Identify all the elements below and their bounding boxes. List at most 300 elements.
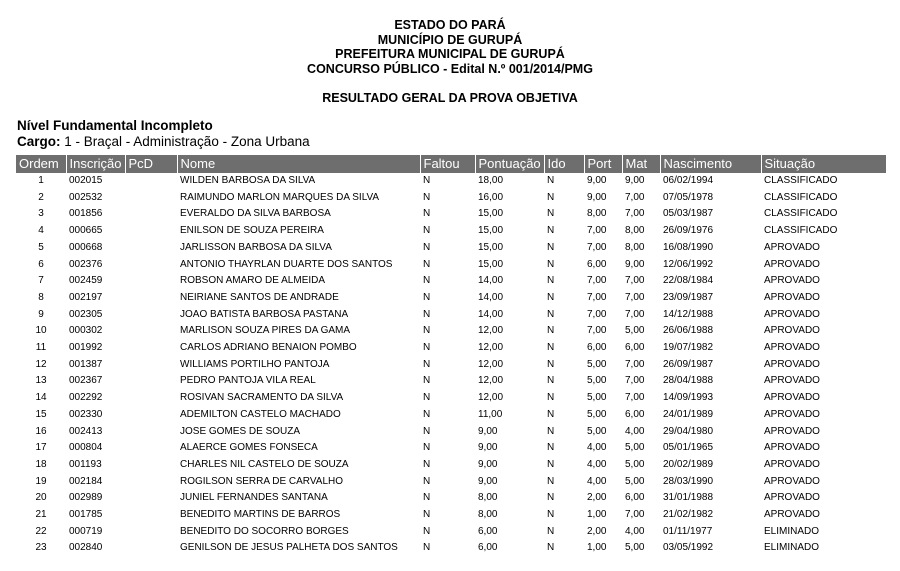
cell-mat: 6,00 <box>625 342 645 354</box>
cell-situacao: ELIMINADO <box>764 542 820 554</box>
cell-nascimento: 19/07/1982 <box>663 342 714 354</box>
cell-inscricao: 000668 <box>69 241 103 253</box>
cell-ido: N <box>547 375 555 387</box>
cell-ido: N <box>547 241 555 253</box>
cell-faltou: N <box>423 275 431 287</box>
cell-port: 7,00 <box>587 291 607 303</box>
cell-port: 6,00 <box>587 258 607 270</box>
cell-port: 1,00 <box>587 509 607 521</box>
cell-ido: N <box>547 425 555 437</box>
cell-ido: N <box>547 542 555 554</box>
cell-nascimento: 28/04/1988 <box>663 375 714 387</box>
cell-faltou: N <box>423 191 431 203</box>
cell-port: 4,00 <box>587 458 607 470</box>
cell-ordem: 23 <box>35 542 47 554</box>
cell-pcd <box>125 390 177 407</box>
cell-faltou: N <box>423 175 431 186</box>
col-header-nascimento: Nascimento <box>660 155 761 173</box>
cell-nome: GENILSON DE JESUS PALHETA DOS SANTOS <box>180 542 398 554</box>
cell-inscricao: 001992 <box>69 342 103 354</box>
cell-ordem: 5 <box>38 241 44 253</box>
table-row <box>16 424 886 441</box>
cell-nascimento: 20/02/1989 <box>663 458 714 470</box>
cell-pcd <box>125 173 177 190</box>
cell-inscricao: 000719 <box>69 525 103 537</box>
cell-situacao: APROVADO <box>764 442 820 454</box>
section-level: Nível Fundamental Incompleto <box>17 118 213 133</box>
cell-ido: N <box>547 525 555 537</box>
cell-pontuacao: 18,00 <box>478 175 504 186</box>
col-header-inscricao: Inscrição <box>66 155 125 173</box>
cell-ido: N <box>547 275 555 287</box>
cell-ordem: 20 <box>35 492 47 504</box>
table-row <box>16 206 886 223</box>
cell-faltou: N <box>423 241 431 253</box>
cell-pcd <box>125 357 177 374</box>
cell-inscricao: 001193 <box>69 458 102 470</box>
cell-ordem: 10 <box>35 325 47 337</box>
cell-nome: WILDEN BARBOSA DA SILVA <box>180 175 316 186</box>
cell-mat: 7,00 <box>625 375 645 387</box>
cell-mat: 5,00 <box>625 458 645 470</box>
cell-ordem: 1 <box>38 175 44 186</box>
table-row <box>16 223 886 240</box>
cell-mat: 7,00 <box>625 358 645 370</box>
table-row <box>16 273 886 290</box>
cell-pcd <box>125 190 177 207</box>
cell-nome: WILLIAMS PORTILHO PANTOJA <box>180 358 330 370</box>
cell-nascimento: 16/08/1990 <box>663 241 714 253</box>
cell-situacao: APROVADO <box>764 291 820 303</box>
cell-situacao: APROVADO <box>764 308 820 320</box>
cell-faltou: N <box>423 542 431 554</box>
col-header-faltou: Faltou <box>420 155 475 173</box>
cell-ido: N <box>547 492 555 504</box>
cell-nome: PEDRO PANTOJA VILA REAL <box>180 375 316 387</box>
cell-pontuacao: 14,00 <box>478 275 504 287</box>
table-body <box>16 173 886 557</box>
cell-ordem: 16 <box>35 425 47 437</box>
cell-mat: 5,00 <box>625 542 645 554</box>
cell-nome: NEIRIANE SANTOS DE ANDRADE <box>180 291 339 303</box>
cell-pontuacao: 12,00 <box>478 392 504 404</box>
cell-faltou: N <box>423 492 431 504</box>
results-table <box>16 155 886 557</box>
cell-nascimento: 29/04/1980 <box>663 425 714 437</box>
cell-situacao: APROVADO <box>764 375 820 387</box>
col-header-ordem: Ordem <box>16 155 66 173</box>
table-row <box>16 340 886 357</box>
cell-mat: 8,00 <box>625 241 645 253</box>
cell-situacao: APROVADO <box>764 509 820 521</box>
cell-pcd <box>125 490 177 507</box>
page-title: RESULTADO GERAL DA PROVA OBJETIVA <box>322 91 578 105</box>
cell-mat: 5,00 <box>625 475 645 487</box>
cell-nascimento: 07/05/1978 <box>663 191 714 203</box>
cell-pcd <box>125 457 177 474</box>
cell-pcd <box>125 206 177 223</box>
cell-faltou: N <box>423 291 431 303</box>
cell-ido: N <box>547 258 555 270</box>
cell-pontuacao: 9,00 <box>478 442 498 454</box>
cell-nome: ADEMILTON CASTELO MACHADO <box>180 408 341 420</box>
cell-nascimento: 21/02/1982 <box>663 509 714 521</box>
cell-pontuacao: 15,00 <box>478 241 504 253</box>
cell-pcd <box>125 307 177 324</box>
cell-inscricao: 002184 <box>69 475 103 487</box>
table-header-row <box>16 155 886 173</box>
cell-ordem: 7 <box>38 275 44 287</box>
cell-nome: JOSE GOMES DE SOUZA <box>180 425 301 437</box>
cell-mat: 9,00 <box>625 175 645 186</box>
cell-ido: N <box>547 509 555 521</box>
table-row <box>16 457 886 474</box>
cell-pontuacao: 15,00 <box>478 208 504 220</box>
cell-port: 8,00 <box>587 208 607 220</box>
cell-nome: ALAERCE GOMES FONSECA <box>180 442 318 454</box>
cell-ordem: 6 <box>38 258 44 270</box>
cell-pcd <box>125 424 177 441</box>
cell-situacao: APROVADO <box>764 392 820 404</box>
cell-situacao: APROVADO <box>764 258 820 270</box>
cell-pcd <box>125 440 177 457</box>
cell-faltou: N <box>423 258 431 270</box>
cell-ido: N <box>547 442 555 454</box>
cell-faltou: N <box>423 509 431 521</box>
header-municipality: MUNICÍPIO DE GURUPÁ <box>377 32 523 47</box>
cell-situacao: APROVADO <box>764 475 820 487</box>
cell-nome: BENEDITO MARTINS DE BARROS <box>180 509 341 521</box>
cell-nascimento: 28/03/1990 <box>663 475 714 487</box>
table-row <box>16 390 886 407</box>
cell-ordem: 13 <box>35 375 47 387</box>
cell-situacao: APROVADO <box>764 358 820 370</box>
cell-pcd <box>125 223 177 240</box>
cell-mat: 7,00 <box>625 392 645 404</box>
cell-port: 7,00 <box>587 225 607 237</box>
header-state: ESTADO DO PARÁ <box>394 18 506 32</box>
cell-situacao: APROVADO <box>764 325 820 337</box>
cell-situacao: APROVADO <box>764 275 820 287</box>
cell-pontuacao: 9,00 <box>478 425 498 437</box>
cell-nascimento: 26/09/1987 <box>663 358 714 370</box>
cell-pcd <box>125 474 177 491</box>
cell-situacao: CLASSIFICADO <box>764 175 838 186</box>
cell-mat: 9,00 <box>625 258 645 270</box>
cell-port: 7,00 <box>587 275 607 287</box>
cell-port: 2,00 <box>587 525 607 537</box>
col-header-ido: Ido <box>544 155 584 173</box>
cell-faltou: N <box>423 392 431 404</box>
cell-inscricao: 001785 <box>69 509 103 521</box>
cell-ido: N <box>547 408 555 420</box>
cell-pcd <box>125 524 177 541</box>
cell-nascimento: 14/09/1993 <box>663 392 714 404</box>
cell-port: 7,00 <box>587 241 607 253</box>
col-header-pcd: PcD <box>125 155 177 173</box>
cell-pontuacao: 12,00 <box>478 375 504 387</box>
cell-ordem: 17 <box>35 442 47 454</box>
col-header-port: Port <box>584 155 622 173</box>
cell-faltou: N <box>423 408 431 420</box>
cell-nascimento: 05/03/1987 <box>663 208 714 220</box>
cell-pontuacao: 9,00 <box>478 475 498 487</box>
cell-nome: JOAO BATISTA BARBOSA PASTANA <box>180 308 349 320</box>
header-prefecture: PREFEITURA MUNICIPAL DE GURUPÁ <box>335 47 565 61</box>
cell-pontuacao: 12,00 <box>478 325 504 337</box>
cell-ido: N <box>547 291 555 303</box>
cell-faltou: N <box>423 342 431 354</box>
cell-pontuacao: 12,00 <box>478 342 504 354</box>
cell-ordem: 21 <box>35 509 47 521</box>
cell-mat: 7,00 <box>625 291 645 303</box>
cell-ordem: 4 <box>38 225 44 237</box>
cell-nascimento: 03/05/1992 <box>663 542 714 554</box>
cell-port: 9,00 <box>587 191 607 203</box>
cell-faltou: N <box>423 475 431 487</box>
cell-port: 4,00 <box>587 475 607 487</box>
cell-faltou: N <box>423 308 431 320</box>
cell-mat: 6,00 <box>625 492 645 504</box>
cell-mat: 4,00 <box>625 425 645 437</box>
cell-inscricao: 002413 <box>69 425 103 437</box>
cell-port: 5,00 <box>587 375 607 387</box>
cell-inscricao: 002532 <box>69 191 103 203</box>
cell-ordem: 12 <box>35 358 47 370</box>
cell-nascimento: 31/01/1988 <box>663 492 714 504</box>
cell-ido: N <box>547 175 555 186</box>
table-row <box>16 490 886 507</box>
table-row <box>16 357 886 374</box>
table-row <box>16 307 886 324</box>
table-row <box>16 440 886 457</box>
cell-pcd <box>125 340 177 357</box>
cell-mat: 7,00 <box>625 191 645 203</box>
cell-nome: ENILSON DE SOUZA PEREIRA <box>180 225 324 237</box>
cell-inscricao: 000804 <box>69 442 103 454</box>
cell-port: 7,00 <box>587 308 607 320</box>
cell-pcd <box>125 323 177 340</box>
col-header-mat: Mat <box>622 155 660 173</box>
cell-inscricao: 000665 <box>69 225 103 237</box>
cell-inscricao: 002197 <box>69 291 103 303</box>
cell-pontuacao: 16,00 <box>478 191 504 203</box>
cell-nascimento: 12/06/1992 <box>663 258 714 270</box>
cell-pcd <box>125 507 177 524</box>
cell-faltou: N <box>423 358 431 370</box>
cell-port: 5,00 <box>587 408 607 420</box>
cell-pcd <box>125 257 177 274</box>
cell-nascimento: 23/09/1987 <box>663 291 714 303</box>
cell-nome: CHARLES NIL CASTELO DE SOUZA <box>180 458 349 470</box>
table-row <box>16 540 886 557</box>
cell-pcd <box>125 273 177 290</box>
cell-inscricao: 000302 <box>69 325 103 337</box>
cell-mat: 8,00 <box>625 225 645 237</box>
cell-nome: ROBSON AMARO DE ALMEIDA <box>180 275 326 287</box>
cell-ido: N <box>547 208 555 220</box>
cell-ido: N <box>547 475 555 487</box>
cell-ordem: 11 <box>35 342 47 354</box>
cell-inscricao: 001387 <box>69 358 103 370</box>
cell-inscricao: 002459 <box>69 275 103 287</box>
table-row <box>16 407 886 424</box>
cell-faltou: N <box>423 525 431 537</box>
cell-nascimento: 24/01/1989 <box>663 408 714 420</box>
cell-nome: ANTONIO THAYRLAN DUARTE DOS SANTOS <box>180 258 393 270</box>
cell-pcd <box>125 540 177 557</box>
cell-nome: JUNIEL FERNANDES SANTANA <box>180 492 328 504</box>
cell-ido: N <box>547 342 555 354</box>
cell-nome: CARLOS ADRIANO BENAION POMBO <box>180 342 357 354</box>
table-row <box>16 507 886 524</box>
table-row <box>16 323 886 340</box>
table-row <box>16 290 886 307</box>
cell-nascimento: 14/12/1988 <box>663 308 714 320</box>
cell-ordem: 14 <box>35 392 47 404</box>
cell-pontuacao: 8,00 <box>478 492 498 504</box>
cell-nome: EVERALDO DA SILVA BARBOSA <box>180 208 331 220</box>
cell-faltou: N <box>423 375 431 387</box>
cell-pontuacao: 15,00 <box>478 258 504 270</box>
cell-nome: MARLISON SOUZA PIRES DA GAMA <box>180 325 351 337</box>
cell-situacao: APROVADO <box>764 342 820 354</box>
cell-nascimento: 05/01/1965 <box>663 442 714 454</box>
cell-ordem: 18 <box>35 458 47 470</box>
cell-inscricao: 002840 <box>69 542 103 554</box>
cell-situacao: ELIMINADO <box>764 525 820 537</box>
cell-situacao: APROVADO <box>764 458 820 470</box>
table-row <box>16 240 886 257</box>
cell-nascimento: 06/02/1994 <box>663 175 714 186</box>
cell-nome: RAIMUNDO MARLON MARQUES DA SILVA <box>180 191 380 203</box>
cell-situacao: CLASSIFICADO <box>764 225 838 237</box>
cell-port: 7,00 <box>587 325 607 337</box>
cell-pcd <box>125 407 177 424</box>
table-row <box>16 524 886 541</box>
col-header-pontuacao: Pontuação <box>475 155 544 173</box>
cell-pontuacao: 14,00 <box>478 291 504 303</box>
cell-ido: N <box>547 191 555 203</box>
cell-mat: 6,00 <box>625 408 645 420</box>
cell-faltou: N <box>423 208 431 220</box>
cell-pontuacao: 15,00 <box>478 225 504 237</box>
cell-ordem: 22 <box>35 525 47 537</box>
cell-faltou: N <box>423 225 431 237</box>
header-contest: CONCURSO PÚBLICO - Edital N.º 001/2014/PMG <box>307 61 593 76</box>
table-row <box>16 257 886 274</box>
cell-ordem: 8 <box>38 291 44 303</box>
cell-situacao: APROVADO <box>764 408 820 420</box>
cell-ido: N <box>547 392 555 404</box>
col-header-nome: Nome <box>177 155 420 173</box>
cell-inscricao: 002305 <box>69 308 103 320</box>
cell-port: 5,00 <box>587 425 607 437</box>
table-row <box>16 173 886 190</box>
cell-situacao: APROVADO <box>764 241 820 253</box>
cell-port: 6,00 <box>587 342 607 354</box>
cell-inscricao: 002330 <box>69 408 103 420</box>
cell-nome: JARLISSON BARBOSA DA SILVA <box>180 241 332 253</box>
cell-port: 5,00 <box>587 358 607 370</box>
cell-inscricao: 002292 <box>69 392 103 404</box>
cell-port: 5,00 <box>587 392 607 404</box>
cell-mat: 7,00 <box>625 308 645 320</box>
cargo-value: 1 - Braçal - Administração - Zona Urbana <box>64 134 310 149</box>
cell-situacao: APROVADO <box>764 425 820 437</box>
section-cargo <box>17 134 310 149</box>
cell-ordem: 3 <box>38 208 44 220</box>
cell-port: 2,00 <box>587 492 607 504</box>
document-header <box>0 18 900 76</box>
cell-pontuacao: 8,00 <box>478 509 498 521</box>
cell-ordem: 19 <box>35 475 47 487</box>
cell-ido: N <box>547 325 555 337</box>
cell-port: 9,00 <box>587 175 607 186</box>
cell-nome: ROSIVAN SACRAMENTO DA SILVA <box>180 392 344 404</box>
cell-ido: N <box>547 225 555 237</box>
table-row <box>16 474 886 491</box>
table-row <box>16 190 886 207</box>
cell-mat: 4,00 <box>625 525 645 537</box>
cell-inscricao: 002376 <box>69 258 103 270</box>
cell-pontuacao: 12,00 <box>478 358 504 370</box>
cell-pontuacao: 11,00 <box>478 408 503 420</box>
cell-inscricao: 001856 <box>69 208 103 220</box>
cell-ido: N <box>547 308 555 320</box>
cell-nascimento: 26/06/1988 <box>663 325 714 337</box>
cell-pontuacao: 9,00 <box>478 458 498 470</box>
cell-mat: 7,00 <box>625 208 645 220</box>
cell-port: 4,00 <box>587 442 607 454</box>
cell-nome: ROGILSON SERRA DE CARVALHO <box>180 475 344 487</box>
cell-inscricao: 002367 <box>69 375 103 387</box>
cell-situacao: CLASSIFICADO <box>764 191 838 203</box>
cell-pontuacao: 6,00 <box>478 525 498 537</box>
cell-nome: BENEDITO DO SOCORRO BORGES <box>180 525 349 537</box>
cell-faltou: N <box>423 458 431 470</box>
cell-mat: 5,00 <box>625 325 645 337</box>
cell-pcd <box>125 290 177 307</box>
cell-nascimento: 22/08/1984 <box>663 275 714 287</box>
cell-mat: 5,00 <box>625 442 645 454</box>
cell-ordem: 15 <box>35 408 47 420</box>
cell-mat: 7,00 <box>625 275 645 287</box>
cell-pcd <box>125 240 177 257</box>
cell-ordem: 9 <box>38 308 44 320</box>
cell-situacao: APROVADO <box>764 492 820 504</box>
cell-pcd <box>125 373 177 390</box>
cell-inscricao: 002989 <box>69 492 103 504</box>
cell-pontuacao: 6,00 <box>478 542 498 554</box>
table-row <box>16 373 886 390</box>
cell-faltou: N <box>423 442 431 454</box>
cell-faltou: N <box>423 425 431 437</box>
cell-nascimento: 01/11/1977 <box>663 525 713 537</box>
cell-ido: N <box>547 358 555 370</box>
cell-ido: N <box>547 458 555 470</box>
cell-ordem: 2 <box>38 191 44 203</box>
cell-inscricao: 002015 <box>69 175 103 186</box>
cell-mat: 7,00 <box>625 509 645 521</box>
col-header-situacao: Situação <box>761 155 886 173</box>
cell-nascimento: 26/09/1976 <box>663 225 714 237</box>
cell-pontuacao: 14,00 <box>478 308 504 320</box>
cell-situacao: CLASSIFICADO <box>764 208 838 220</box>
cargo-label: Cargo: <box>17 134 61 149</box>
cell-port: 1,00 <box>587 542 607 554</box>
cell-faltou: N <box>423 325 431 337</box>
